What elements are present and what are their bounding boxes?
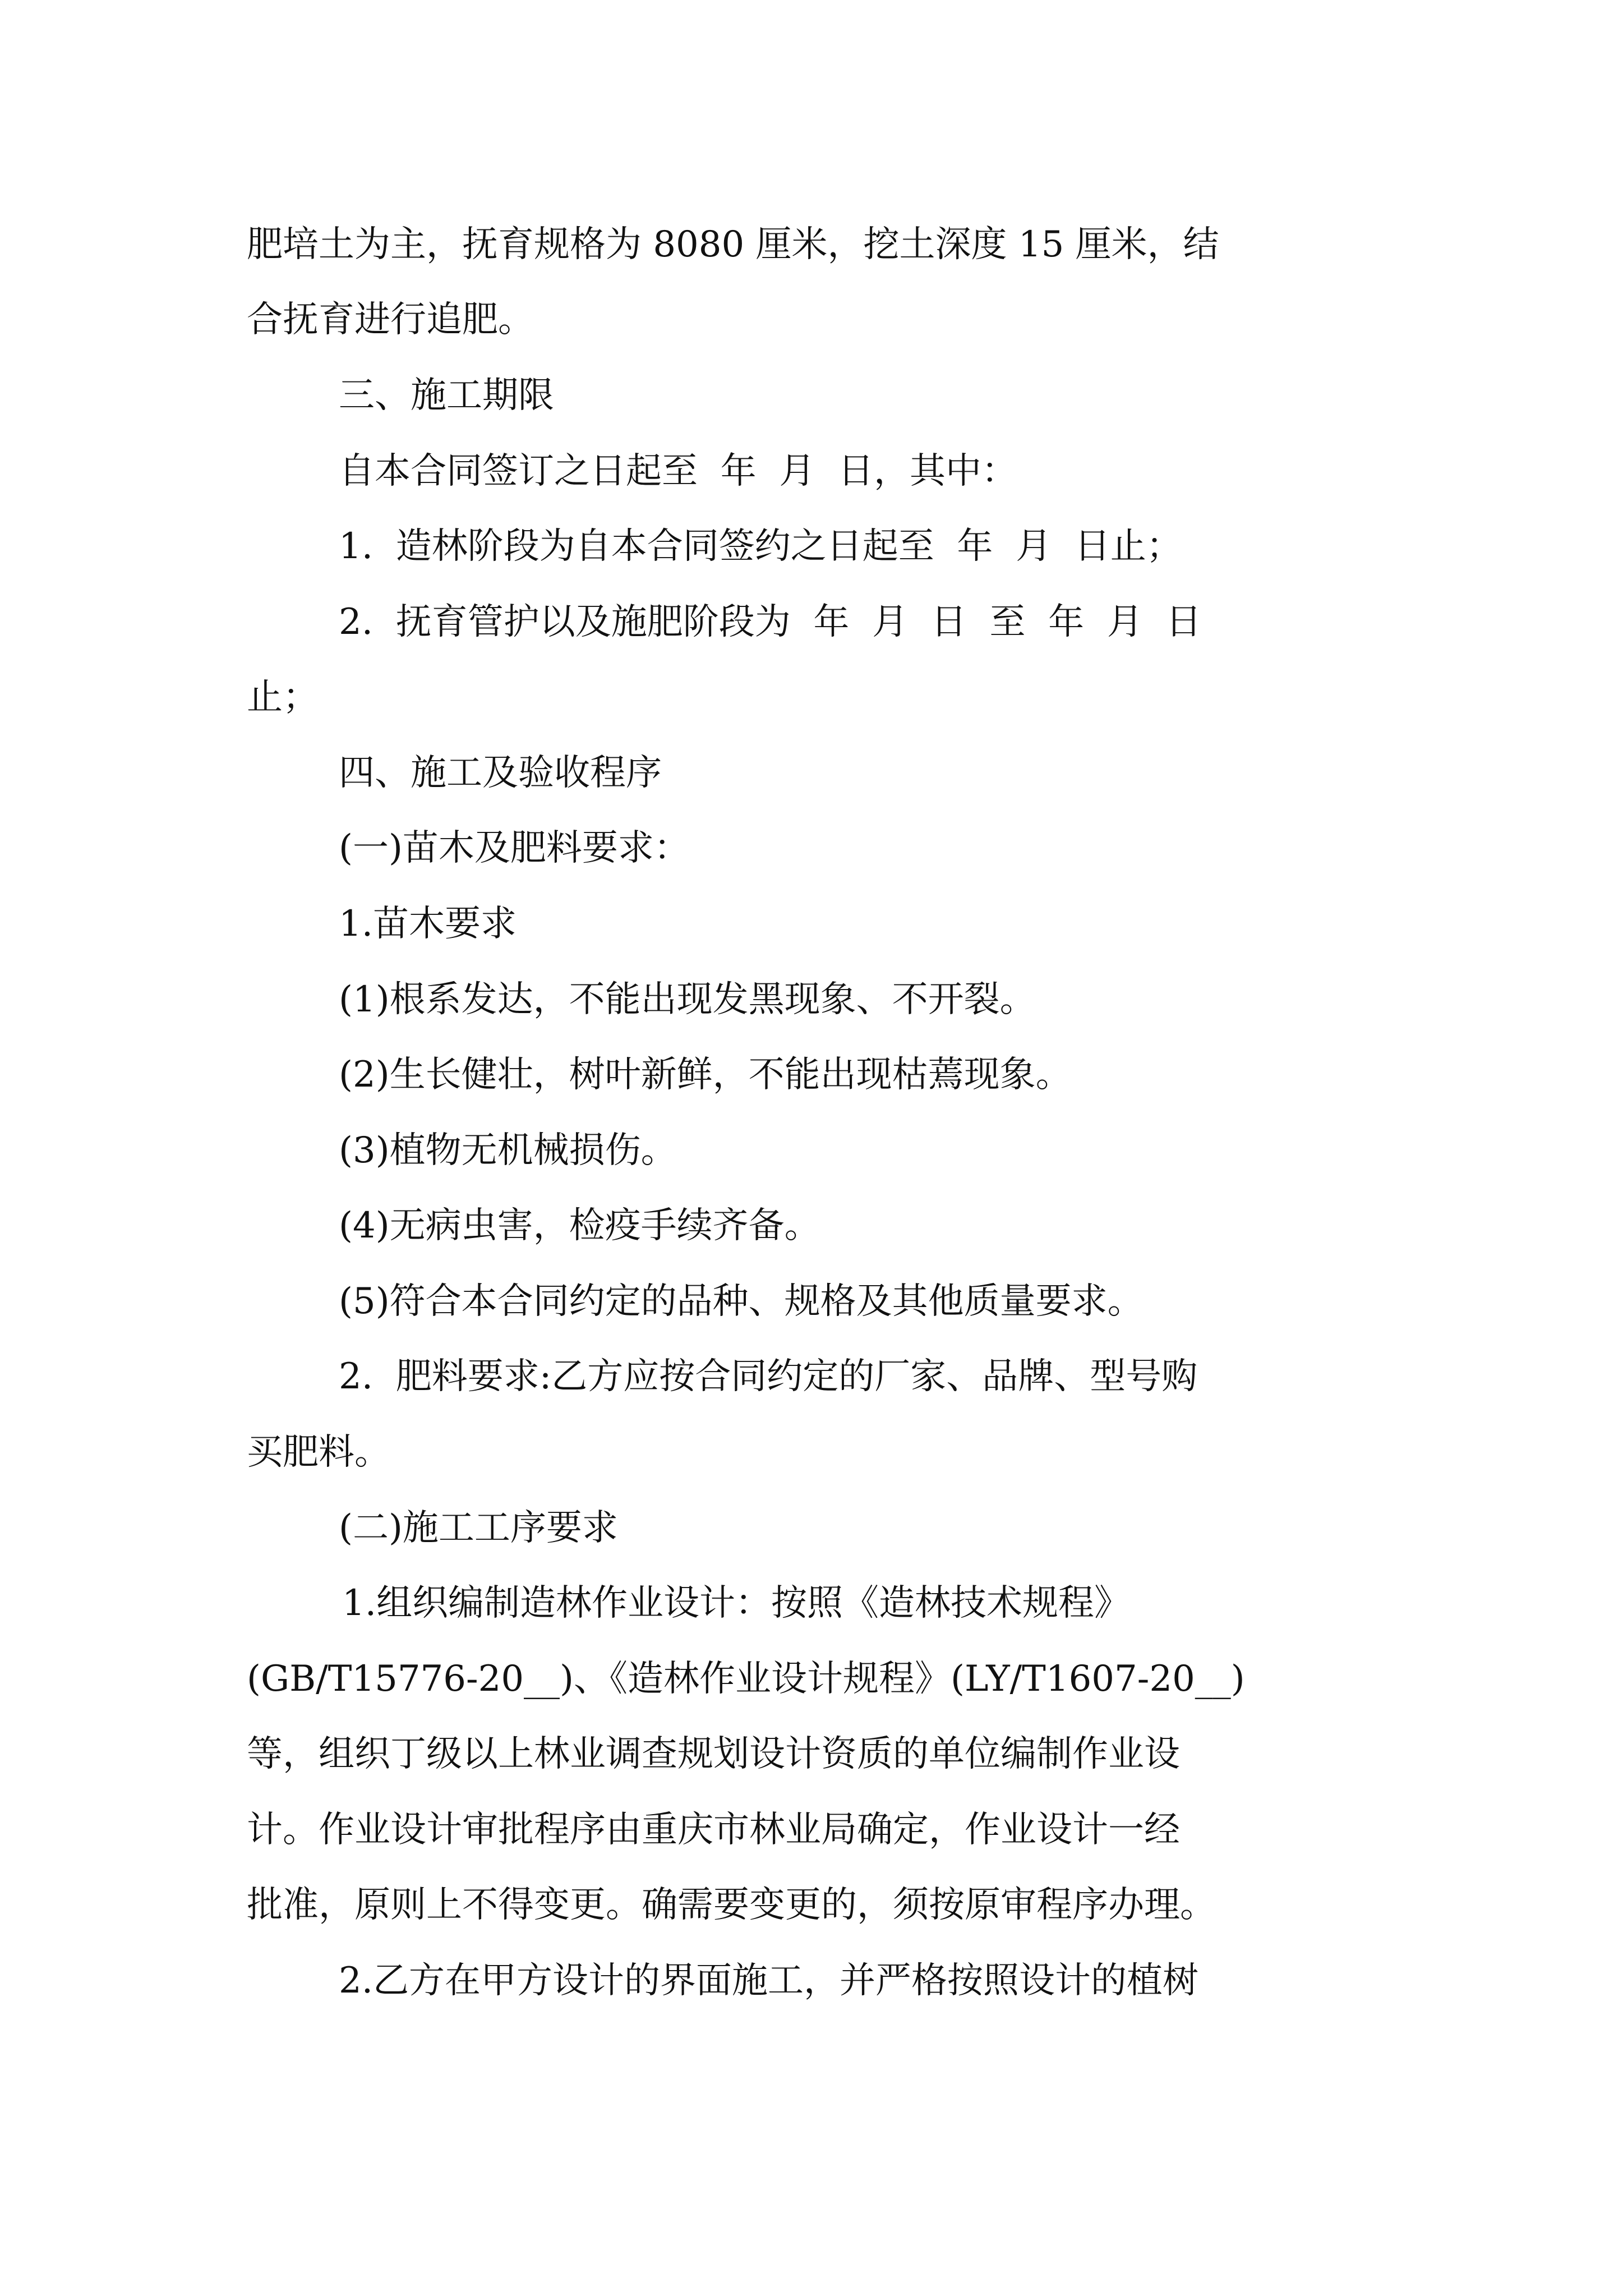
paragraph-line: 批准，原则上不得变更。确需要变更的，须按原审程序办理。: [247, 1884, 1216, 1926]
list-item: (4)无病虫害，检疫手续齐备。: [339, 1205, 820, 1246]
paragraph-line: 肥培土为主，抚育规格为 8080 厘米，挖土深度 15 厘米，结: [247, 224, 1219, 265]
list-item: (5)符合本合同约定的品种、规格及其他质量要求。: [339, 1281, 1144, 1322]
list-item: (3)植物无机械损伤。: [339, 1130, 677, 1171]
list-item: 1. 造林阶段为自本合同签约之日起至 年 月 日止；: [339, 526, 1182, 567]
list-item: (1)根系发达，不能出现发黑现象、不开裂。: [339, 979, 1036, 1020]
paragraph-line: 止；: [247, 677, 319, 718]
paragraph-line: 自本合同签订之日起至 年 月 日，其中：: [339, 450, 1018, 492]
list-item: 1.组织编制造林作业设计：按照《造林技术规程》: [342, 1582, 1131, 1624]
paragraph-line: 买肥料。: [247, 1432, 390, 1473]
paragraph-line: (GB/T15776-20__)、《造林作业设计规程》(LY/T1607-20__): [247, 1658, 1245, 1700]
list-item: 2.乙方在甲方设计的界面施工，并严格按照设计的植树: [339, 1960, 1199, 2001]
paragraph-line: 等，组织丁级以上林业调查规划设计资质的单位编制作业设: [247, 1733, 1180, 1775]
paragraph-line: 计。作业设计审批程序由重庆市林业局确定，作业设计一经: [247, 1809, 1180, 1851]
section-heading: 三、施工期限: [339, 375, 554, 416]
list-item: 1.苗木要求: [339, 903, 517, 945]
subsection-heading: (二)施工工序要求: [339, 1507, 618, 1549]
section-heading: 四、施工及验收程序: [339, 752, 662, 794]
paragraph-line: 合抚育进行追肥。: [247, 299, 534, 341]
list-item: (2)生长健壮，树叶新鲜，不能出现枯蔫现象。: [339, 1054, 1072, 1096]
list-item: 2. 肥料要求:乙方应按合同约定的厂家、品牌、型号购: [339, 1356, 1198, 1397]
list-item: 2. 抚育管护以及施肥阶段为 年 月 日 至 年 月 日: [339, 601, 1202, 643]
subsection-heading: (一)苗木及肥料要求：: [339, 827, 690, 869]
